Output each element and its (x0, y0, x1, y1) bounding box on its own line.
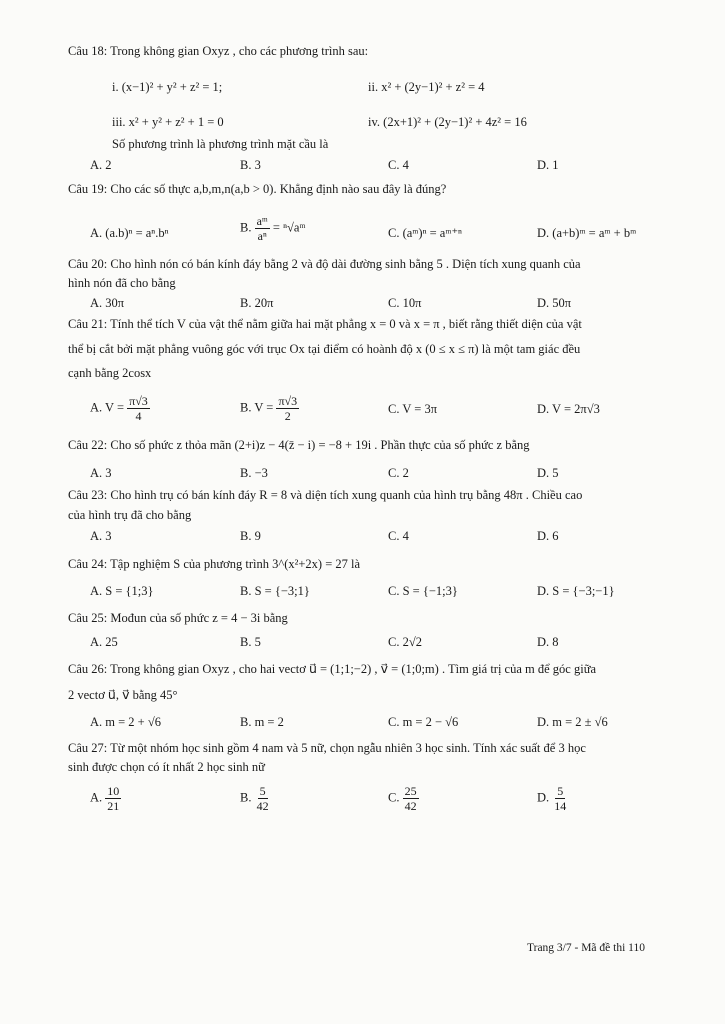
q21-option-b (240, 394, 299, 423)
q27-d-denominator: 14 (554, 799, 567, 813)
q27-option-d (537, 784, 568, 813)
q20-stem-line1: Câu 20: Cho hình nón có bán kính đáy bằng 2 và độ dài đường sinh bằng 5 . Diện tích xung quanh của (68, 257, 581, 271)
q26-stem-line1: Câu 26: Trong không gian Oxyz , cho hai vectơ u⃗ = (1;1;−2) , v⃗ = (1;0;m) . Tìm giá trị của m để góc giữa (68, 662, 597, 676)
q27-c-fraction (403, 784, 419, 813)
q27-a-denominator: 21 (107, 799, 120, 813)
q18-sub: Số phương trình là phương trình mặt cầu là (112, 137, 329, 151)
q19-option-d: D. (a+b)ᵐ = aᵐ + bᵐ (537, 226, 637, 240)
q21-option-d: D. V = 2π√3 (537, 402, 600, 416)
q27-option-c (388, 784, 419, 813)
q20-option-b: B. 20π (240, 296, 274, 310)
q20-stem-line2: hình nón đã cho bằng (68, 276, 176, 290)
q19-b-numerator: aᵐ (256, 214, 268, 228)
q22-option-d: D. 5 (537, 466, 559, 480)
q27-a-fraction (105, 784, 121, 813)
q25-option-a: A. 25 (90, 635, 118, 649)
q21-b-label: B. V = (240, 400, 274, 415)
q18-option-c: C. 4 (388, 158, 409, 172)
q27-d-fraction (552, 784, 568, 813)
q21-a-label: A. V = (90, 400, 125, 415)
q27-a-numerator: 10 (107, 784, 120, 798)
q22-stem: Câu 22: Cho số phức z thỏa mãn (2+i)z − 4(z̄ − i) = −8 + 19i . Phần thực của số phức z bằng (68, 438, 530, 452)
q23-option-a: A. 3 (90, 529, 112, 543)
q18-option-b: B. 3 (240, 158, 261, 172)
q27-option-b (240, 784, 271, 813)
q24-option-c: C. S = {−1;3} (388, 584, 458, 598)
q27-d-label: D. (537, 790, 550, 805)
q26-option-b: B. m = 2 (240, 715, 284, 729)
q27-c-numerator: 25 (404, 784, 417, 798)
page-footer: Trang 3/7 - Mã đề thi 110 (527, 942, 645, 954)
q21-stem-line3: cạnh bằng 2cosx (68, 366, 152, 380)
q24-option-d: D. S = {−3;−1} (537, 584, 615, 598)
q19-b-rhs: = ⁿ√aᵐ (272, 220, 306, 235)
q20-option-c: C. 10π (388, 296, 422, 310)
q23-stem-line2: của hình trụ đã cho bằng (68, 508, 192, 522)
q27-b-numerator: 5 (259, 784, 266, 798)
q20-option-d: D. 50π (537, 296, 572, 310)
q21-a-numerator: π√3 (129, 394, 148, 408)
q26-option-d: D. m = 2 ± √6 (537, 715, 608, 729)
q24-stem: Câu 24: Tập nghiệm S của phương trình 3^(x²+2x) = 27 là (68, 557, 361, 571)
q18-eq-iii: iii. x² + y² + z² + 1 = 0 (112, 115, 224, 129)
q19-option-c: C. (aᵐ)ⁿ = aᵐ⁺ⁿ (388, 226, 462, 240)
q18-eq-ii: ii. x² + (2y−1)² + z² = 4 (368, 80, 485, 94)
q27-a-label: A. (90, 790, 103, 805)
q19-option-a: A. (a.b)ⁿ = aⁿ.bⁿ (90, 226, 169, 240)
q18-option-a: A. 2 (90, 158, 112, 172)
q19-option-b-fraction (255, 214, 270, 243)
q27-option-a (90, 784, 121, 813)
q26-option-c: C. m = 2 − √6 (388, 715, 459, 729)
q27-b-denominator: 42 (256, 799, 269, 813)
q21-b-numerator: π√3 (278, 394, 298, 408)
q21-b-fraction (276, 394, 299, 423)
q21-stem-line1: Câu 21: Tính thể tích V của vật thể nằm giữa hai mặt phẳng x = 0 và x = π , biết rằng thiết diện của vật (68, 317, 582, 331)
q23-option-c: C. 4 (388, 529, 409, 543)
q24-option-b: B. S = {−3;1} (240, 584, 310, 598)
q27-stem-line1: Câu 27: Từ một nhóm học sinh gồm 4 nam và 5 nữ, chọn ngẫu nhiên 3 học sinh. Tính xác suất để 3 học (68, 741, 586, 755)
q20-option-a: A. 30π (90, 296, 125, 310)
q27-b-fraction (255, 784, 271, 813)
q21-option-a (90, 394, 150, 423)
q21-a-denominator: 4 (135, 409, 142, 423)
q25-option-c: C. 2√2 (388, 635, 422, 649)
q27-c-denominator: 42 (404, 799, 417, 813)
q19-b-denominator: aⁿ (257, 229, 267, 243)
q23-option-b: B. 9 (240, 529, 261, 543)
q21-b-denominator: 2 (284, 409, 291, 423)
q27-d-numerator: 5 (557, 784, 564, 798)
q25-option-b: B. 5 (240, 635, 261, 649)
q18-eq-iv: iv. (2x+1)² + (2y−1)² + 4z² = 16 (368, 115, 527, 129)
q22-option-a: A. 3 (90, 466, 112, 480)
q21-option-c: C. V = 3π (388, 402, 438, 416)
q25-stem: Câu 25: Mođun của số phức z = 4 − 3i bằng (68, 611, 288, 625)
q25-option-d: D. 8 (537, 635, 559, 649)
q27-b-label: B. (240, 790, 252, 805)
q23-stem-line1: Câu 23: Cho hình trụ có bán kính đáy R = 8 và diện tích xung quanh của hình trụ bằng 48π . Chiều cao (68, 488, 583, 502)
q19-option-b-label: B. (240, 220, 252, 235)
q27-c-label: C. (388, 790, 400, 805)
q21-a-fraction (127, 394, 150, 423)
q26-stem-line2: 2 vectơ u⃗, v⃗ bằng 45° (68, 688, 178, 702)
q23-option-d: D. 6 (537, 529, 559, 543)
q26-option-a: A. m = 2 + √6 (90, 715, 161, 729)
q21-stem-line2: thể bị cắt bởi mặt phẳng vuông góc với trục Ox tại điểm có hoành độ x (0 ≤ x ≤ π) là một tam giác đều (68, 342, 581, 356)
q18-stem: Câu 18: Trong không gian Oxyz , cho các phương trình sau: (68, 44, 369, 58)
q22-option-c: C. 2 (388, 466, 409, 480)
q19-option-b (240, 214, 306, 243)
q18-eq-i: i. (x−1)² + y² + z² = 1; (112, 80, 223, 94)
q18-option-d: D. 1 (537, 158, 559, 172)
q27-stem-line2: sinh được chọn có ít nhất 2 học sinh nữ (68, 760, 265, 774)
q19-stem: Câu 19: Cho các số thực a,b,m,n(a,b > 0). Khẳng định nào sau đây là đúng? (68, 182, 447, 196)
q22-option-b: B. −3 (240, 466, 268, 480)
q24-option-a: A. S = {1;3} (90, 584, 154, 598)
